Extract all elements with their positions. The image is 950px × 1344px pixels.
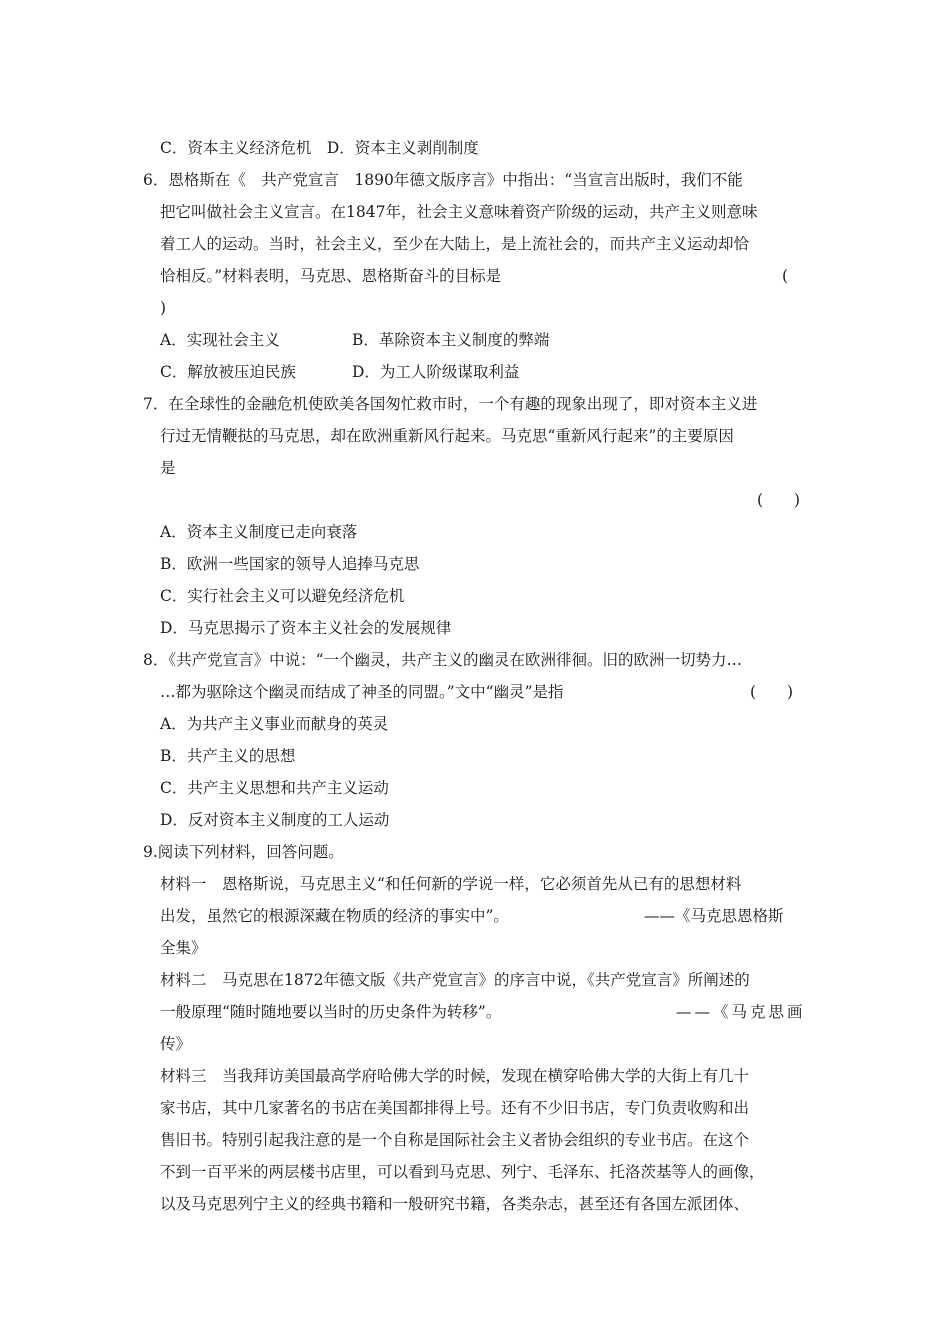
- q7-stem-line3: 是: [160, 459, 176, 477]
- q7-option-a: A．资本主义制度已走向衰落: [160, 523, 358, 541]
- q8-option-b: B．共产主义的思想: [160, 747, 296, 765]
- material3-line4: 不到一百平米的两层楼书店里，可以看到马克思、列宁、毛泽东、托洛茨基等人的画像，: [160, 1163, 765, 1181]
- material2-line2: 一般原理“随时随地要以当时的历史条件为转移”。: [160, 1003, 502, 1021]
- q9-instruction: 9.阅读下列材料，回答问题。: [143, 843, 344, 861]
- q7-stem-line1: 7．在全球性的金融危机使欧美各国匆忙救市时，一个有趣的现象出现了，即对资本主义进: [143, 395, 758, 413]
- q6-stem-line4: 恰相反。”材料表明，马克思、恩格斯奋斗的目标是: [160, 267, 502, 285]
- q8-stem-line1: 8．《共产党宣言》中说：“一个幽灵，共产主义的幽灵在欧洲徘徊。旧的欧洲一切势力…: [143, 651, 743, 669]
- q8-stem-line2: …都为驱除这个幽灵而结成了神圣的同盟。”文中“幽灵”是指: [160, 683, 564, 701]
- q7-answer-paren: ( ): [757, 491, 801, 509]
- q8-option-a: A．为共产主义事业而献身的英灵: [160, 715, 389, 733]
- q6-option-c: C．解放被压迫民族: [160, 363, 296, 381]
- q8-answer-paren: ( ): [750, 683, 794, 701]
- q7-option-d: D．马克思揭示了资本主义社会的发展规律: [160, 619, 452, 637]
- material1-source-cont: 全集》: [160, 939, 207, 957]
- q6-stem-line1: 6．恩格斯在《 共产党宣言 1890年德文版序言》中指出：“当宣言出版时，我们不能: [143, 171, 743, 189]
- q7-stem-line2: 行过无情鞭挞的马克思，却在欧洲重新风行起来。马克思“重新风行起来”的主要原因: [160, 427, 734, 445]
- q6-option-d: D．为工人阶级谋取利益: [352, 363, 520, 381]
- q7-option-b: B．欧洲一些国家的领导人追捧马克思: [160, 555, 420, 573]
- material1-line2: 出发，虽然它的根源深藏在物质的经济的事实中”。: [160, 907, 509, 925]
- q5-options-cd: C．资本主义经济危机 D．资本主义剥削制度: [160, 139, 479, 157]
- material3-line3: 售旧书。特别引起我注意的是一个自称是国际社会主义者协会组织的专业书店。在这个: [160, 1131, 750, 1149]
- q6-answer-paren-close: ): [160, 299, 167, 317]
- q6-option-b: B．革除资本主义制度的弊端: [352, 331, 550, 349]
- material2-source-cont: 传》: [160, 1035, 192, 1053]
- material3-line1: 材料三 当我拜访美国最高学府哈佛大学的时候，发现在横穿哈佛大学的大街上有几十: [160, 1067, 750, 1085]
- q6-option-a: A．实现社会主义: [160, 331, 280, 349]
- material1-source: ——《马克思恩格斯: [644, 907, 784, 925]
- q8-option-d: D．反对资本主义制度的工人运动: [160, 811, 390, 829]
- q8-option-c: C．共产主义思想和共产主义运动: [160, 779, 389, 797]
- q6-stem-line3: 着工人的运动。当时，社会主义，至少在大陆上，是上流社会的，而共产主义运动却恰: [160, 235, 750, 253]
- material3-line2: 家书店，其中几家著名的书店在美国都排得上号。还有不少旧书店，专门负责收购和出: [160, 1099, 750, 1117]
- q7-option-c: C．实行社会主义可以避免经济危机: [160, 587, 405, 605]
- q6-stem-line2: 把它叫做社会主义宣言。在1847年，社会主义意味着资产阶级的运动，共产主义则意味: [160, 203, 758, 221]
- material1-line1: 材料一 恩格斯说，马克思主义“和任何新的学说一样，它必须首先从已有的思想材料: [160, 875, 742, 893]
- q6-answer-paren-open: (: [782, 267, 789, 285]
- material3-line5: 以及马克思列宁主义的经典书籍和一般研究书籍，各类杂志，甚至还有各国左派团体、: [160, 1195, 750, 1213]
- material2-source: ——《马克思画: [676, 1003, 806, 1021]
- material2-line1: 材料二 马克思在1872年德文版《共产党宣言》的序言中说，《共产党宣言》所阐述的: [160, 971, 750, 989]
